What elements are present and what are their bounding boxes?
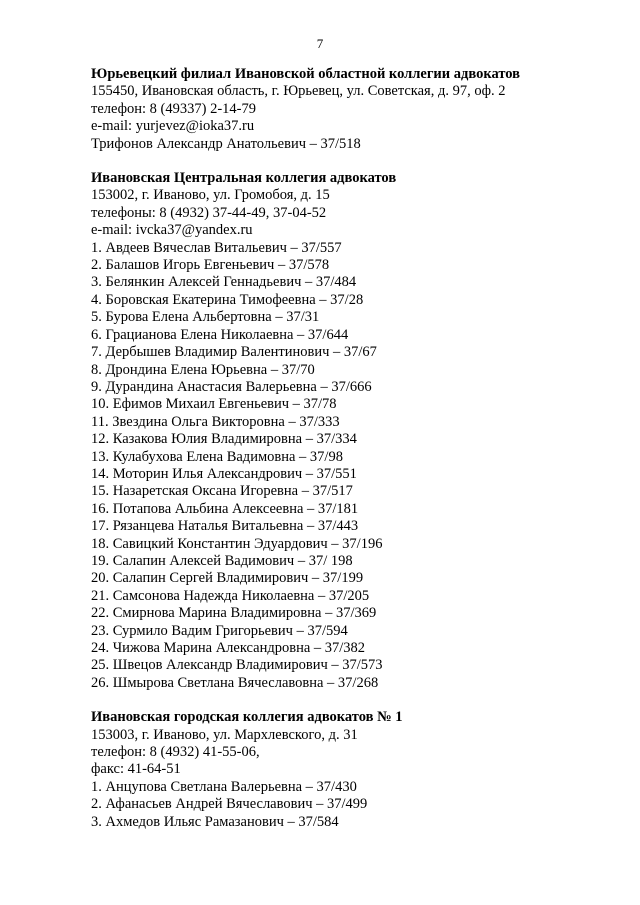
section-yurievets-branch <box>91 66 611 153</box>
section-title: Ивановская городская коллегия адвокатов № 1 <box>91 709 403 726</box>
section-phone: телефон: 8 (4932) 41-55-06, <box>91 744 260 761</box>
list-item: 13. Кулабухова Елена Вадимовна – 37/98 <box>91 448 343 465</box>
list-item: 2. Балашов Игорь Евгеньевич – 37/578 <box>91 257 330 274</box>
section-address: 155450, Ивановская область, г. Юрьевец, ул. Советская, д. 97, оф. 2 <box>91 83 506 100</box>
list-item: 1. Анцупова Светлана Валерьевна – 37/430 <box>91 778 357 795</box>
list-item: 3. Ахмедов Ильяс Рамазанович – 37/584 <box>91 813 339 830</box>
section-phone: телефон: 8 (49337) 2-14-79 <box>91 100 256 117</box>
member-list <box>91 779 611 831</box>
list-item: 23. Сурмило Вадим Григорьевич – 37/594 <box>91 622 348 639</box>
list-item: 19. Салапин Алексей Вадимович – 37/ 198 <box>91 552 353 569</box>
list-item: 5. Бурова Елена Альбертовна – 37/31 <box>91 309 320 326</box>
list-item: 22. Смирнова Марина Владимировна – 37/369 <box>91 605 377 622</box>
list-item: 24. Чижова Марина Александровна – 37/382 <box>91 640 366 656</box>
section-fax: факс: 41-64-51 <box>91 761 181 778</box>
list-item: 8. Дрондина Елена Юрьевна – 37/70 <box>91 361 315 378</box>
page-number: 7 <box>316 36 324 51</box>
section-head: Трифонов Александр Анатольевич – 37/518 <box>91 135 361 152</box>
list-item: 9. Дурандина Анастасия Валерьевна – 37/666 <box>91 378 372 395</box>
list-item: 16. Потапова Альбина Алексеевна – 37/181 <box>91 500 359 517</box>
list-item: 25. Швецов Александр Владимирович – 37/573 <box>91 657 383 674</box>
section-phone: телефоны: 8 (4932) 37-44-49, 37-04-52 <box>91 204 327 221</box>
list-item: 21. Самсонова Надежда Николаевна – 37/205 <box>91 587 370 604</box>
list-item: 18. Савицкий Константин Эдуардович – 37/196 <box>91 535 383 552</box>
list-item: 4. Боровская Екатерина Тимофеевна – 37/28 <box>91 291 364 308</box>
list-item: 1. Авдеев Вячеслав Витальевич – 37/557 <box>91 239 342 256</box>
list-item: 10. Ефимов Михаил Евгеньевич – 37/78 <box>91 396 337 413</box>
list-item: 26. Шмырова Светлана Вячеславовна – 37/268 <box>91 674 379 691</box>
list-item: 7. Дербышев Владимир Валентинович – 37/67 <box>91 344 377 361</box>
list-item: 20. Салапин Сергей Владимирович – 37/199 <box>91 570 364 587</box>
section-central-collegium <box>91 170 611 692</box>
list-item: 17. Рязанцева Наталья Витальевна – 37/443 <box>91 518 359 535</box>
section-address: 153003, г. Иваново, ул. Мархлевского, д. 31 <box>91 726 358 743</box>
list-item: 15. Назаретская Оксана Игоревна – 37/517 <box>91 483 353 500</box>
section-title: Ивановская Центральная коллегия адвокатов <box>91 170 397 187</box>
section-address: 153002, г. Иваново, ул. Громобоя, д. 15 <box>91 187 330 204</box>
list-item: 6. Грацианова Елена Николаевна – 37/644 <box>91 326 349 343</box>
document-body <box>91 66 611 848</box>
list-item: 14. Моторин Илья Александрович – 37/551 <box>91 465 357 482</box>
member-list <box>91 240 611 693</box>
section-email: e-mail: yurjevez@ioka37.ru <box>91 118 255 135</box>
list-item: 12. Казакова Юлия Владимировна – 37/334 <box>91 431 357 448</box>
list-item: 11. Звездина Ольга Викторовна – 37/333 <box>91 413 340 430</box>
list-item: 3. Белянкин Алексей Геннадьевич – 37/484 <box>91 274 357 291</box>
section-city-collegium-1 <box>91 709 611 831</box>
section-email: e-mail: ivcka37@yandex.ru <box>91 222 253 239</box>
section-title: Юрьевецкий филиал Ивановской областной коллегии адвокатов <box>91 66 520 82</box>
list-item: 2. Афанасьев Андрей Вячеславович – 37/499 <box>91 796 368 813</box>
